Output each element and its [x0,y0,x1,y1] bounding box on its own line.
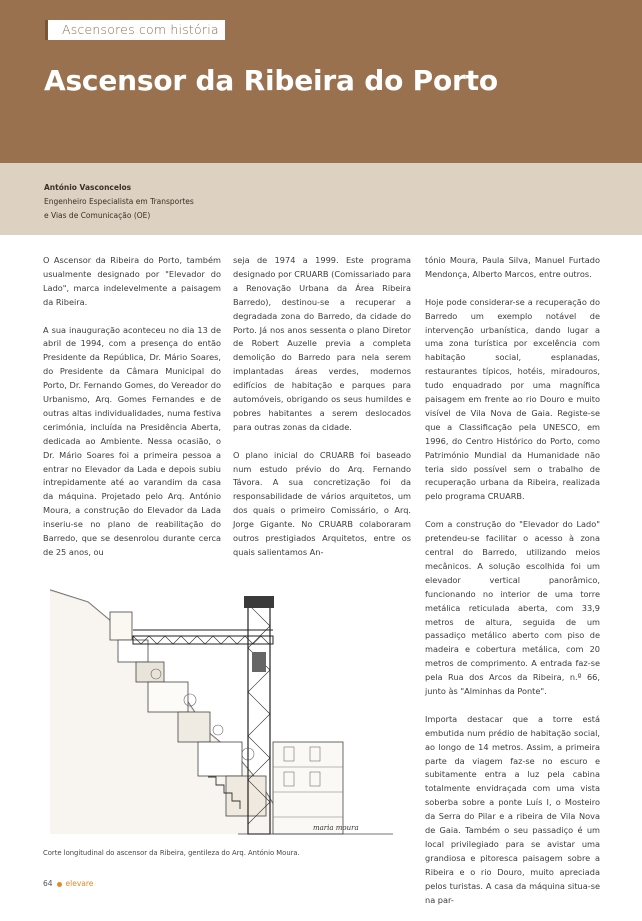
author-block [44,181,194,223]
drawing-signature: maria moura [313,824,359,832]
text-column-1 [43,254,221,574]
paragraph: Hoje pode considerar-se a recuperação do Barredo um exemplo notável de intervenção urbanística, dando lugar a uma zona turística por excelência com habitação social, esplanadas, restaurantes típicos, hotéis, miradouros, tudo enquadrado por uma magnífica paisagem em frente ao rio Douro e muito visível de Vila Nova de Gaia. Registe-se que a Classificação pela UNESCO, em 1996, do Centro Histórico do Porto, como Património Mundial da Humanidade não teria sido possível sem o trabalho de recuperação urbana da Ribeira, realizada pelo programa CRUARB. [425,296,600,502]
header-band [0,0,642,163]
elevator-section-drawing [48,582,408,840]
paragraph: O plano inicial do CRUARB foi baseado num estudo prévio do Arq. Fernando Távora. A sua concretização foi da responsabilidade de vários arquitetos, um dos quais o primeiro Comissário, o Arq. Jorge Gigante. No CRUARB colaboraram outros prestigiados Arquitetos, entre os quais salientamos An- [233,449,411,558]
author-name: António Vasconcelos [44,183,132,192]
author-band [0,163,642,235]
figure-caption: Corte longitudinal do ascensor da Ribeira, gentileza do Arq. António Moura. [43,849,300,857]
paragraph: Com a construção do "Elevador do Lado" pretendeu-se facilitar o acesso à zona central do Barredo, utilizando meios mecânicos. A solução escolhida foi um elevador vertical panorâmico, funcionando no interior de uma torre metálica reticulada aberta, com 33,9 metros de altura, seguida de um passadiço metálico aberto com piso de madeira e cobertura metálica, com 20 metros de comprimento. A entrada faz-se pela Rua dos Arcos da Ribeira, n.º 66, junto às "Alminhas da Ponte". [425,519,600,697]
magazine-brand: elevare [65,879,94,888]
page-footer [43,879,93,888]
brand-dot-icon [57,882,62,887]
paragraph: O Ascensor da Ribeira do Porto, também usualmente designado por "Elevador do Lado", marca indelevelmente a paisagem da Ribeira. [43,255,221,307]
text-column-3 [425,254,600,921]
paragraph: tónio Moura, Paula Silva, Manuel Furtado Mendonça, Alberto Marcos, entre outros. [425,255,600,279]
author-role-line-1: Engenheiro Especialista em Transportes [44,197,194,206]
paragraph: A sua inauguração aconteceu no dia 13 de abril de 1994, com a presença do então Presidente da República, Dr. Mário Soares, do Presidente da Câmara Municipal do Porto, Dr. Fernando Gomes, do Vereador do Urbanismo, Arq. Gomes Fernandes e de outras altas individualidades, numa festiva cerimónia, incluída na Presidência Aberta, dedicada ao Ambiente. Nessa ocasião, o Dr. Mário Soares foi a primeira pessoa a entrar no Elevador da Lada e depois subiu intrepidamente até ao varandim da casa da máquina. Projetado pelo Arq. António Moura, a construção do Elevador da Lada inseriu-se no plano de reabilitação do Barredo, que se desenrolou durante cerca de 25 anos, ou [43,324,221,558]
author-role-line-2: e Vias de Comunicação (OE) [44,211,151,220]
page-number: 64 [43,879,53,888]
text-column-2 [233,254,411,574]
paragraph: seja de 1974 a 1999. Este programa designado por CRUARB (Comissariado para a Renovação Urbana da Área Ribeira Barredo), destinou-se a recuperar a degradada zona do Barredo, da cidade do Porto. Já nos anos sessenta o plano Diretor de Robert Auzelle previa a completa demolição do Barredo para nela serem implantadas áreas verdes, modernos edifícios de habitação e parques para automóveis, obrigando os seus humildes e pobres habitantes a serem deslocados para outras zonas da cidade. [233,255,411,432]
paragraph: Importa destacar que a torre está embutida num prédio de habitação social, ao longo de 14 metros. Assim, a primeira parte da viagem faz-se no escuro e subitamente entra a luz pela cabina totalmente envidraçada com uma vista soberba sobre a ponte Luís I, o Mosteiro da Serra do Pilar e a ribeira de Vila Nova de Gaia. Também o seu passadiço é um local privilegiado para se avistar uma grandiosa e pitoresca paisagem sobre a Ribeira e o rio Douro, muito apreciada pelos turistas. A casa da máquina situa-se na par- [425,713,600,905]
section-tag: Ascensores com história [45,20,225,40]
page-title: Ascensor da Ribeira do Porto [44,64,498,97]
